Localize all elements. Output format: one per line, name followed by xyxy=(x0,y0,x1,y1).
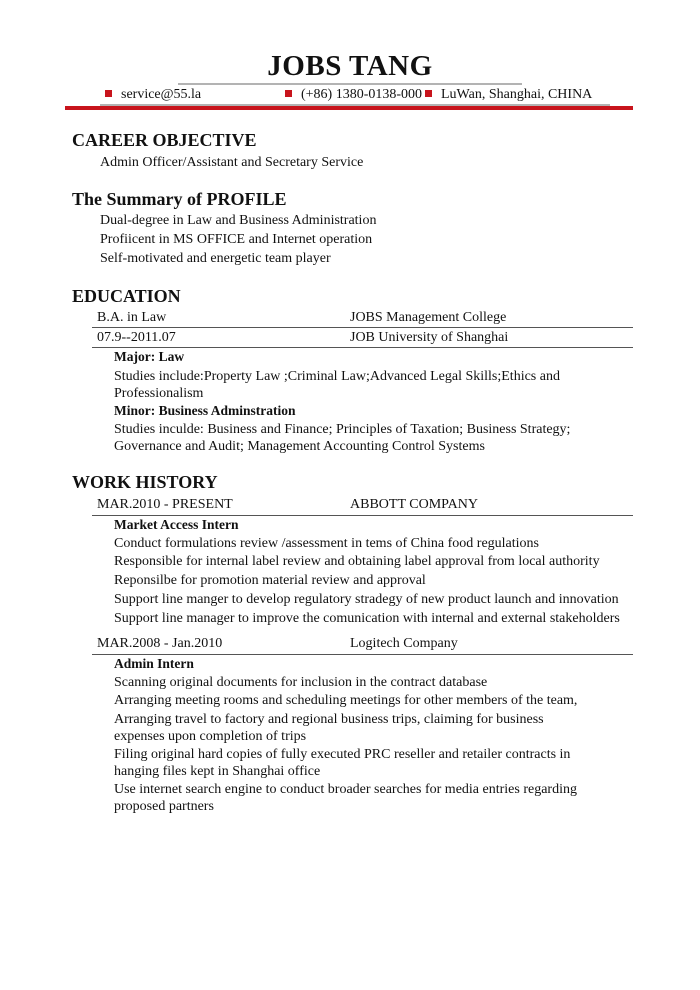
job-divider xyxy=(92,654,633,655)
career-objective-text: Admin Officer/Assistant and Secretary Service xyxy=(100,155,364,170)
college: JOBS Management College xyxy=(350,310,507,325)
name-divider xyxy=(178,83,522,85)
address-text: LuWan, Shanghai, CHINA xyxy=(441,87,593,102)
major-studies: Studies include:Property Law ;Criminal Law;Advanced Legal Skills;Ethics and Professionalism xyxy=(114,369,560,401)
job-company: Logitech Company xyxy=(350,636,458,651)
job-role: Market Access Intern xyxy=(114,517,239,532)
summary-item: Dual-degree in Law and Business Administration xyxy=(100,213,377,228)
education-row-divider xyxy=(92,347,633,348)
square-bullet-icon xyxy=(285,90,292,97)
degree: B.A. in Law xyxy=(97,310,167,325)
summary-item: Profiicent in MS OFFICE and Internet operation xyxy=(100,232,373,247)
job-duty: Conduct formulations review /assessment in tems of China food regulations xyxy=(114,536,539,551)
section-heading-summary: The Summary of PROFILE xyxy=(72,189,287,209)
job-duty: Reponsilbe for promotion material review and approval xyxy=(114,573,426,588)
phone-text: (+86) 1380-0138-000 xyxy=(301,87,423,102)
email-text: service@55.la xyxy=(121,87,202,102)
job-duty: Support line manager to improve the comunication with internal and external stakeholders xyxy=(114,611,620,626)
section-heading-education: EDUCATION xyxy=(72,286,181,306)
square-bullet-icon xyxy=(425,90,432,97)
job-period: MAR.2008 - Jan.2010 xyxy=(97,636,223,651)
job-company: ABBOTT COMPANY xyxy=(350,497,478,512)
summary-item: Self-motivated and energetic team player xyxy=(100,251,331,266)
education-dates: 07.9--2011.07 xyxy=(97,330,176,345)
job-period: MAR.2010 - PRESENT xyxy=(97,497,233,512)
job-role: Admin Intern xyxy=(114,656,194,671)
job-duty: Arranging meeting rooms and scheduling meetings for other members of the team, xyxy=(114,693,578,708)
job-duty: Scanning original documents for inclusion in the contract database xyxy=(114,675,488,690)
job-duty: Support line manger to develop regulatory stradegy of new product launch and innovation xyxy=(114,592,619,607)
contact-email xyxy=(105,87,201,103)
contact-address xyxy=(425,87,592,103)
section-heading-work-history: WORK HISTORY xyxy=(72,472,218,492)
job-duty: Arranging travel to factory and regional business trips, claiming for business expenses upon completion of trips xyxy=(114,712,544,744)
resume-name: JOBS TANG xyxy=(267,50,433,82)
job-duty: Responsible for internal label review and obtaining label approval from local authority xyxy=(114,554,600,569)
major-title: Major: Law xyxy=(114,349,185,364)
minor-studies: Studies inculde: Business and Finance; Principles of Taxation; Business Strategy; Governance and Audit; Management Accounting Control Systems xyxy=(114,422,571,454)
square-bullet-icon xyxy=(105,90,112,97)
job-divider xyxy=(92,515,633,516)
contact-phone xyxy=(285,87,422,103)
education-row-divider xyxy=(92,327,633,328)
section-heading-career-objective: CAREER OBJECTIVE xyxy=(72,130,257,150)
university: JOB University of Shanghai xyxy=(350,330,509,345)
job-duty: Filing original hard copies of fully executed PRC reseller and retailer contracts in hanging files kept in Shanghai office xyxy=(114,747,571,779)
minor-title: Minor: Business Adminstration xyxy=(114,403,296,418)
job-duty: Use internet search engine to conduct broader searches for media entries regarding proposed partners xyxy=(114,782,577,814)
header-accent-rule xyxy=(65,106,633,110)
